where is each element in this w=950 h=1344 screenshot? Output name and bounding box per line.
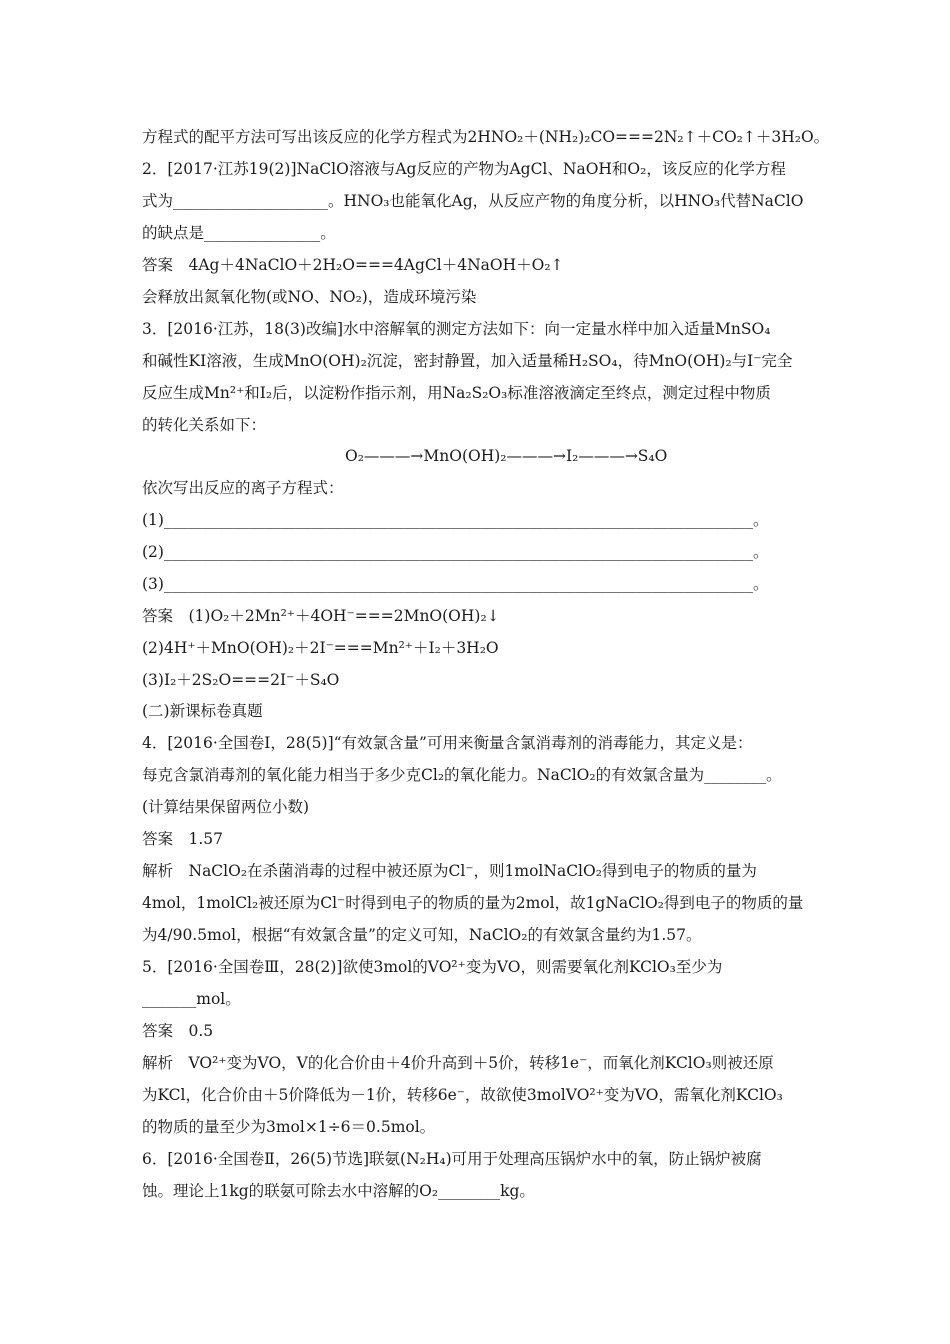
text-line: 3．[2016·江苏，18(3)改编]水中溶解氧的测定方法如下：向一定量水样中加入适量MnSO₄ bbox=[142, 320, 771, 338]
text-line: (2)4H⁺＋MnO(OH)₂＋2I⁻===Mn²⁺＋I₂＋3H₂O bbox=[142, 639, 499, 657]
text-line: 的转化关系如下： bbox=[142, 416, 267, 434]
answer-line: 答案 1.57 bbox=[142, 830, 224, 848]
text-line: 和碱性KI溶液，生成MnO(OH)₂沉淀，密封静置，加入适量稀H₂SO₄，待MnO(OH)₂与I⁻完全 bbox=[142, 352, 793, 370]
section-heading: (二)新课标卷真题 bbox=[142, 702, 263, 720]
text-line: 5．[2016·全国卷Ⅲ，28(2)]欲使3mol的VO²⁺变为VO，则需要氧化剂KClO₃至少为 bbox=[142, 958, 723, 976]
blank-line: (1)____________________________________________________________________________。 bbox=[142, 511, 769, 529]
blank-line: (3)____________________________________________________________________________。 bbox=[142, 575, 769, 593]
conversion-scheme: O₂———→MnO(OH)₂———→I₂———→S₄O bbox=[345, 447, 668, 465]
text-line: 4mol，1molCl₂被还原为Cl⁻时得到电子的物质的量为2mol，故1gNaClO₂得到电子的物质的量 bbox=[142, 894, 804, 912]
answer-line: 答案 4Ag＋4NaClO＋2H₂O===4AgCl＋4NaOH＋O₂↑ bbox=[142, 256, 564, 274]
text-line: 为4/90.5mol，根据“有效氯含量”的定义可知，NaClO₂的有效氯含量约为1.57。 bbox=[142, 926, 702, 944]
answer-line: 答案 (1)O₂＋2Mn²⁺＋4OH⁻===2MnO(OH)₂↓ bbox=[142, 607, 500, 625]
text-line: 2．[2017·江苏19(2)]NaClO溶液与Ag反应的产物为AgCl、NaOH和O₂，该反应的化学方程 bbox=[142, 160, 786, 178]
analysis-line: 解析 NaClO₂在杀菌消毒的过程中被还原为Cl⁻，则1molNaClO₂得到电子的物质的量为 bbox=[142, 862, 757, 880]
text-line: 6．[2016·全国卷Ⅱ，26(5)节选]联氨(N₂H₄)可用于处理高压锅炉水中的氧，防止锅炉被腐 bbox=[142, 1150, 762, 1168]
text-line: 为KCl，化合价由＋5价降低为－1价，转移6e⁻，故欲使3molVO²⁺变为VO，需氧化剂KClO₃ bbox=[142, 1086, 783, 1104]
text-line: 依次写出反应的离子方程式： bbox=[142, 479, 344, 497]
text-line: 式为____________________。HNO₃也能氧化Ag，从反应产物的角度分析，以HNO₃代替NaClO bbox=[142, 192, 804, 210]
text-line: 每克含氯消毒剂的氧化能力相当于多少克Cl₂的氧化能力。NaClO₂的有效氯含量为________。 bbox=[142, 766, 782, 784]
text-line: (3)I₂＋2S₂O===2I⁻＋S₄O bbox=[142, 671, 340, 689]
analysis-line: 解析 VO²⁺变为VO，V的化合价由＋4价升高到＋5价，转移1e⁻，而氧化剂KClO₃则被还原 bbox=[142, 1054, 774, 1072]
text-line: 会释放出氮氧化物(或NO、NO₂)，造成环境污染 bbox=[142, 288, 477, 306]
text-line: _______mol。 bbox=[142, 990, 241, 1008]
text-line: 蚀。理论上1kg的联氨可除去水中溶解的O₂________kg。 bbox=[142, 1182, 535, 1200]
text-line: 的物质的量至少为3mol×1÷6＝0.5mol。 bbox=[142, 1118, 436, 1136]
text-line: 4．[2016·全国卷Ⅰ，28(5)]“有效氯含量”可用来衡量含氯消毒剂的消毒能力，其定义是： bbox=[142, 734, 753, 752]
text-line: 方程式的配平方法可写出该反应的化学方程式为2HNO₂＋(NH₂)₂CO===2N₂↑＋CO₂↑＋3H₂O。 bbox=[142, 128, 830, 146]
answer-line: 答案 0.5 bbox=[142, 1022, 214, 1040]
blank-line: (2)____________________________________________________________________________。 bbox=[142, 543, 769, 561]
text-line: 的缺点是_______________。 bbox=[142, 224, 336, 242]
text-line: (计算结果保留两位小数) bbox=[142, 798, 310, 816]
text-line: 反应生成Mn²⁺和I₂后，以淀粉作指示剂，用Na₂S₂O₃标准溶液滴定至终点，测定过程中物质 bbox=[142, 384, 771, 402]
